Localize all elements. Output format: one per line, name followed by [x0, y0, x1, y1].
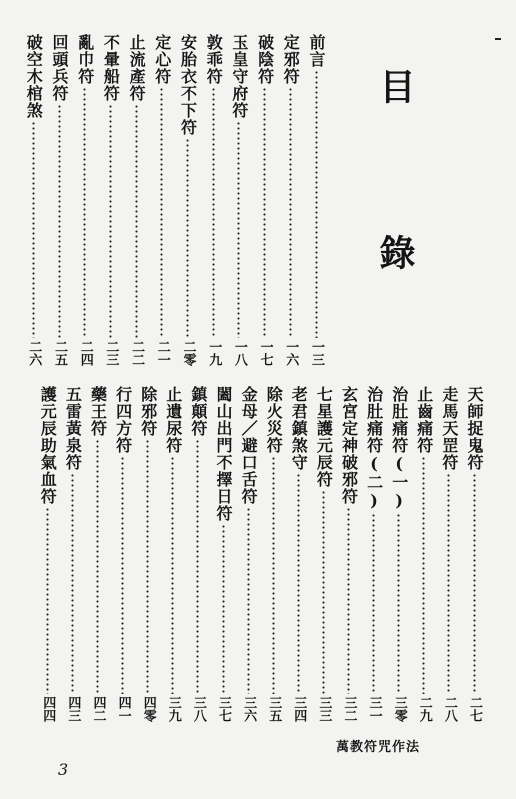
toc-entry-title: 定心符 — [152, 34, 172, 85]
toc-entry[interactable] — [86, 386, 110, 722]
toc-entry-title: 前言 — [307, 34, 326, 68]
toc-entry-page: 一九 — [206, 340, 222, 366]
dot-leader — [289, 87, 292, 338]
dot-leader — [71, 473, 74, 694]
dot-leader — [297, 473, 300, 694]
toc-entry-title: 行四方符 — [113, 386, 133, 454]
toc-entry-page: 四三 — [65, 696, 81, 722]
toc-entry-page: 一七 — [257, 340, 273, 366]
toc-entry[interactable] — [21, 34, 45, 366]
toc-entry-page: 四二 — [90, 696, 106, 722]
dot-leader — [121, 456, 124, 694]
toc-entry[interactable] — [304, 34, 328, 366]
toc-entry-title: 敦乖符 — [204, 34, 224, 85]
toc-entry-title: 走馬天罡符 — [439, 386, 459, 471]
toc-entry[interactable] — [176, 34, 200, 366]
dot-leader — [315, 70, 318, 338]
toc-entry-title: 安胎衣不下符 — [178, 34, 198, 136]
dot-leader — [347, 507, 350, 694]
dot-leader — [447, 473, 450, 694]
corner-mark — [495, 38, 501, 40]
toc-entry[interactable] — [60, 386, 84, 722]
toc-entry-title: 亂巾符 — [75, 34, 95, 85]
dot-leader — [146, 439, 149, 694]
toc-entry[interactable] — [211, 386, 235, 722]
toc-entry[interactable] — [261, 386, 285, 722]
dot-leader — [58, 104, 61, 338]
dot-leader — [96, 439, 99, 694]
toc-entry-page: 三二 — [341, 696, 357, 722]
toc-entry-title: 除邪符 — [138, 386, 158, 437]
dot-leader — [196, 439, 199, 694]
dot-leader — [247, 507, 250, 694]
dot-leader — [186, 138, 189, 338]
toc-entry[interactable] — [437, 386, 461, 722]
toc-entry[interactable] — [201, 34, 225, 366]
toc-entry-page: 三一 — [366, 696, 382, 722]
dot-leader — [32, 121, 35, 338]
toc-entry-page: 二三 — [103, 340, 119, 366]
toc-entry-page: 三七 — [216, 696, 231, 722]
toc-entry[interactable] — [236, 386, 260, 722]
toc-entry-title: 破空木棺煞 — [24, 34, 44, 119]
dot-leader — [237, 121, 240, 338]
toc-entry-page: 二一 — [154, 340, 170, 366]
dot-leader — [109, 104, 112, 338]
toc-entry[interactable] — [286, 386, 310, 722]
toc-entry-title: 闔山出門不擇日符 — [214, 386, 233, 522]
toc-entry-page: 二七 — [467, 696, 482, 722]
toc-entry-title: 玉皇守府符 — [229, 34, 249, 119]
dot-leader — [160, 87, 163, 338]
toc-entry-title: 止齒痛符 — [414, 386, 434, 454]
dot-leader — [212, 87, 215, 338]
toc-entry-page: 三六 — [241, 696, 257, 722]
dot-leader — [397, 513, 400, 694]
toc-entry-title: 七星護元辰符 — [314, 386, 334, 488]
toc-entry-page: 一三 — [309, 340, 324, 366]
toc-entry-page: 一八 — [231, 340, 247, 366]
toc-entry-title: 回頭兵符 — [50, 34, 69, 102]
toc-entry-title: 五雷黃泉符 — [63, 386, 83, 471]
toc-entry-title: 老君鎮煞守 — [289, 386, 309, 471]
dot-leader — [473, 473, 476, 694]
dot-leader — [322, 490, 325, 694]
toc-entry-page: 二八 — [441, 696, 457, 722]
dot-leader — [46, 507, 49, 694]
toc-entry[interactable] — [387, 386, 411, 722]
dot-leader — [372, 513, 375, 694]
toc-entry[interactable] — [98, 34, 122, 366]
footer-book-title: 萬教符咒作法 — [336, 740, 421, 755]
toc-entry-page: 四四 — [40, 696, 56, 722]
toc-heading: 目 錄 — [374, 68, 416, 314]
toc-entry[interactable] — [124, 34, 148, 366]
toc-entry-page: 三五 — [266, 696, 282, 722]
toc-entry-page: 二四 — [77, 340, 93, 366]
toc-entry[interactable] — [136, 386, 160, 722]
toc-entry-page: 二六 — [26, 340, 42, 366]
toc-entry-title: 玄宮定神破邪符 — [339, 386, 359, 505]
toc-entry-page: 一六 — [283, 340, 299, 366]
toc-entry-title: 金母／避口舌符 — [239, 386, 259, 505]
toc-entry[interactable] — [47, 34, 71, 366]
toc-entry[interactable] — [227, 34, 251, 366]
toc-entry[interactable] — [253, 34, 277, 366]
dot-leader — [263, 87, 266, 338]
toc-entry[interactable] — [278, 34, 302, 366]
toc-entry-title: 治肚痛符(二) — [364, 386, 384, 511]
toc-entry-title: 藥王符 — [88, 386, 108, 437]
toc-entry-page: 四零 — [140, 696, 156, 722]
toc-entry-title: 破陰符 — [255, 34, 275, 85]
toc-entry-title: 治肚痛符(一) — [389, 386, 409, 511]
dot-leader — [135, 104, 138, 338]
toc-entry-title: 天師捉鬼符 — [465, 386, 484, 471]
page-folio: 3 — [58, 760, 69, 779]
toc-entry[interactable] — [35, 386, 59, 722]
dot-leader — [171, 456, 174, 694]
dot-leader — [83, 87, 86, 338]
toc-entry[interactable] — [111, 386, 135, 722]
toc-entry-page: 二零 — [180, 340, 196, 366]
dot-leader — [222, 524, 225, 694]
toc-entry[interactable] — [337, 386, 361, 722]
toc-entry[interactable] — [462, 386, 486, 722]
toc-entry[interactable] — [362, 386, 386, 722]
toc-entry[interactable] — [150, 34, 174, 366]
toc-entry[interactable] — [412, 386, 436, 722]
dot-leader — [422, 456, 425, 694]
toc-entry[interactable] — [186, 386, 210, 722]
toc-entry-page: 二九 — [416, 696, 432, 722]
toc-entry[interactable] — [73, 34, 97, 366]
toc-entry-title: 止遺尿符 — [163, 386, 183, 454]
toc-entry[interactable] — [161, 386, 185, 722]
toc-entry-page: 三零 — [391, 696, 407, 722]
dot-leader — [272, 456, 275, 694]
toc-entry-page: 二五 — [52, 340, 67, 366]
toc-entry-title: 止流產符 — [127, 34, 147, 102]
toc-entry-page: 二二 — [129, 340, 145, 366]
toc-entry-page: 三八 — [190, 696, 206, 722]
toc-entry-page: 三九 — [165, 696, 181, 722]
toc-entry-page: 四一 — [115, 696, 131, 722]
toc-entry-title: 除火災符 — [264, 386, 284, 454]
toc-entry-title: 護元辰助氣血符 — [38, 386, 58, 505]
toc-entry-title: 定邪符 — [281, 34, 301, 85]
toc-entry-page: 三四 — [291, 696, 307, 722]
toc-entry-page: 三三 — [316, 696, 332, 722]
toc-entry-title: 不暈船符 — [101, 34, 121, 102]
toc-entry[interactable] — [311, 386, 335, 722]
toc-entry-title: 鎮顛符 — [188, 386, 208, 437]
